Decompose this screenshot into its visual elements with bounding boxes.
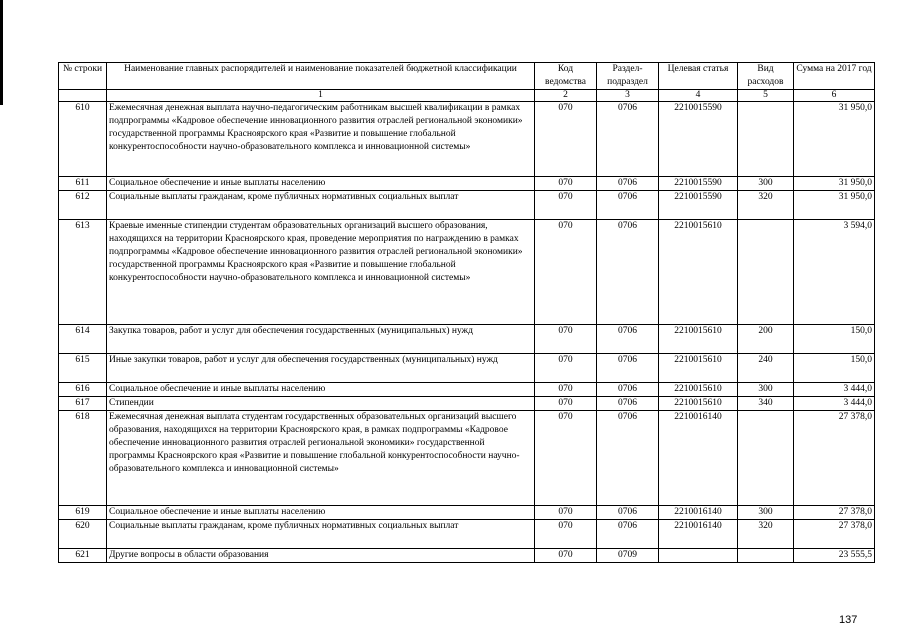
row-vid-cell [738, 411, 794, 506]
row-sum-cell: 3 594,0 [794, 220, 875, 325]
row-name-cell: Иные закупки товаров, работ и услуг для обеспечения государственных (муниципальных) нужд [107, 354, 535, 383]
table-row [59, 383, 875, 397]
row-razdel-cell: 0706 [597, 383, 659, 397]
row-razdel-cell: 0706 [597, 102, 659, 177]
row-number-cell: 612 [59, 191, 107, 220]
row-razdel-cell: 0706 [597, 177, 659, 191]
row-sum-cell: 31 950,0 [794, 102, 875, 177]
row-vid-cell: 300 [738, 177, 794, 191]
row-razdel-cell: 0709 [597, 549, 659, 563]
budget-table [58, 62, 875, 563]
row-number-cell: 620 [59, 520, 107, 549]
row-celevaya-cell: 2210015610 [659, 325, 738, 354]
row-name-cell: Социальное обеспечение и иные выплаты населению [107, 383, 535, 397]
row-kod-cell: 070 [535, 220, 597, 325]
row-celevaya-cell: 2210015610 [659, 383, 738, 397]
column-number: 6 [794, 90, 875, 102]
row-razdel-cell: 0706 [597, 506, 659, 520]
row-sum-cell: 23 555,5 [794, 549, 875, 563]
table-row [59, 354, 875, 383]
page-number: 137 [839, 614, 858, 626]
row-sum-cell: 27 378,0 [794, 520, 875, 549]
row-kod-cell: 070 [535, 383, 597, 397]
row-vid-cell: 340 [738, 397, 794, 411]
row-vid-cell [738, 220, 794, 325]
row-number-cell: 617 [59, 397, 107, 411]
table-row [59, 506, 875, 520]
header-kod: Код ведомства [535, 63, 597, 90]
row-sum-cell: 3 444,0 [794, 383, 875, 397]
row-vid-cell: 320 [738, 520, 794, 549]
row-sum-cell: 31 950,0 [794, 177, 875, 191]
column-number: 1 [107, 90, 535, 102]
left-margin-rule [0, 0, 3, 105]
row-number-cell: 619 [59, 506, 107, 520]
table-row [59, 549, 875, 563]
row-number-cell: 611 [59, 177, 107, 191]
row-kod-cell: 070 [535, 102, 597, 177]
row-celevaya-cell: 2210016140 [659, 506, 738, 520]
header-row [59, 63, 875, 90]
row-sum-cell: 27 378,0 [794, 506, 875, 520]
row-celevaya-cell: 2210015610 [659, 220, 738, 325]
row-number-cell: 610 [59, 102, 107, 177]
column-number: 5 [738, 90, 794, 102]
row-celevaya-cell: 2210015610 [659, 354, 738, 383]
column-number [59, 90, 107, 102]
row-number-cell: 615 [59, 354, 107, 383]
row-name-cell: Социальное обеспечение и иные выплаты населению [107, 506, 535, 520]
row-sum-cell: 150,0 [794, 325, 875, 354]
row-celevaya-cell: 2210015590 [659, 191, 738, 220]
row-razdel-cell: 0706 [597, 397, 659, 411]
row-kod-cell: 070 [535, 354, 597, 383]
column-number: 3 [597, 90, 659, 102]
header-sum: Сумма на 2017 год [794, 63, 875, 90]
table-row [59, 397, 875, 411]
row-number-cell: 621 [59, 549, 107, 563]
table-row [59, 102, 875, 177]
row-sum-cell: 3 444,0 [794, 397, 875, 411]
row-vid-cell: 300 [738, 383, 794, 397]
row-celevaya-cell: 2210016140 [659, 520, 738, 549]
row-number-cell: 618 [59, 411, 107, 506]
row-celevaya-cell: 2210015590 [659, 102, 738, 177]
row-name-cell: Закупка товаров, работ и услуг для обеспечения государственных (муниципальных) нужд [107, 325, 535, 354]
row-vid-cell: 300 [738, 506, 794, 520]
row-razdel-cell: 0706 [597, 411, 659, 506]
row-name-cell: Социальное обеспечение и иные выплаты населению [107, 177, 535, 191]
row-number-cell: 614 [59, 325, 107, 354]
table-body [59, 102, 875, 563]
row-sum-cell: 27 378,0 [794, 411, 875, 506]
row-sum-cell: 150,0 [794, 354, 875, 383]
row-name-cell: Социальные выплаты гражданам, кроме публичных нормативных социальных выплат [107, 520, 535, 549]
row-name-cell: Стипендии [107, 397, 535, 411]
row-vid-cell [738, 102, 794, 177]
row-kod-cell: 070 [535, 520, 597, 549]
row-name-cell: Ежемесячная денежная выплата научно-педагогическим работникам высшей квалификации в рамках подпрограммы «Кадровое обеспечение инновационного развития отраслей региональной экономики» государственной программы Красноярского края «Развитие и повышение глобальной конкурентоспособности научно-образовательного комплекса и инновационной системы» [107, 102, 535, 177]
row-name-cell: Социальные выплаты гражданам, кроме публичных нормативных социальных выплат [107, 191, 535, 220]
row-kod-cell: 070 [535, 411, 597, 506]
row-kod-cell: 070 [535, 325, 597, 354]
row-kod-cell: 070 [535, 506, 597, 520]
header-name: Наименование главных распорядителей и наименование показателей бюджетной классификации [107, 63, 535, 90]
table-row [59, 520, 875, 549]
column-number-row [59, 90, 875, 102]
header-vid: Вид расходов [738, 63, 794, 90]
column-number: 2 [535, 90, 597, 102]
row-name-cell: Краевые именные стипендии студентам образовательных организаций высшего образования, находящихся на территории Красноярского края, проведение мероприятия по награждению в рамках подпрограммы «Кадровое обеспечение инновационного развития отраслей региональной экономики» государственной программы Красноярского края «Развитие и повышение глобальной конкурентоспособности научно-образовательного комплекса и инновационной системы» [107, 220, 535, 325]
row-name-cell: Ежемесячная денежная выплата студентам государственных образовательных организаций высшего образования, находящихся на территории Красноярского края, в рамках подпрограммы «Кадровое обеспечение инновационного развития отраслей региональной экономики» государственной программы Красноярского края «Развитие и повышение глобальной конкурентоспособности научно-образовательного комплекса и инновационной системы» [107, 411, 535, 506]
row-celevaya-cell: 2210015610 [659, 397, 738, 411]
header-celevaya: Целевая статья [659, 63, 738, 90]
table-row [59, 325, 875, 354]
row-kod-cell: 070 [535, 177, 597, 191]
row-razdel-cell: 0706 [597, 325, 659, 354]
table-row [59, 177, 875, 191]
row-number-cell: 616 [59, 383, 107, 397]
row-razdel-cell: 0706 [597, 191, 659, 220]
row-kod-cell: 070 [535, 397, 597, 411]
column-number: 4 [659, 90, 738, 102]
table-row [59, 191, 875, 220]
row-vid-cell: 200 [738, 325, 794, 354]
table-row [59, 220, 875, 325]
row-celevaya-cell: 2210015590 [659, 177, 738, 191]
header-razdel: Раздел-подраздел [597, 63, 659, 90]
row-kod-cell: 070 [535, 191, 597, 220]
table-row [59, 411, 875, 506]
row-razdel-cell: 0706 [597, 520, 659, 549]
row-vid-cell: 240 [738, 354, 794, 383]
row-razdel-cell: 0706 [597, 220, 659, 325]
row-razdel-cell: 0706 [597, 354, 659, 383]
header-num: № строки [59, 63, 107, 90]
row-kod-cell: 070 [535, 549, 597, 563]
row-celevaya-cell [659, 549, 738, 563]
row-vid-cell: 320 [738, 191, 794, 220]
row-sum-cell: 31 950,0 [794, 191, 875, 220]
row-name-cell: Другие вопросы в области образования [107, 549, 535, 563]
row-number-cell: 613 [59, 220, 107, 325]
row-vid-cell [738, 549, 794, 563]
row-celevaya-cell: 2210016140 [659, 411, 738, 506]
